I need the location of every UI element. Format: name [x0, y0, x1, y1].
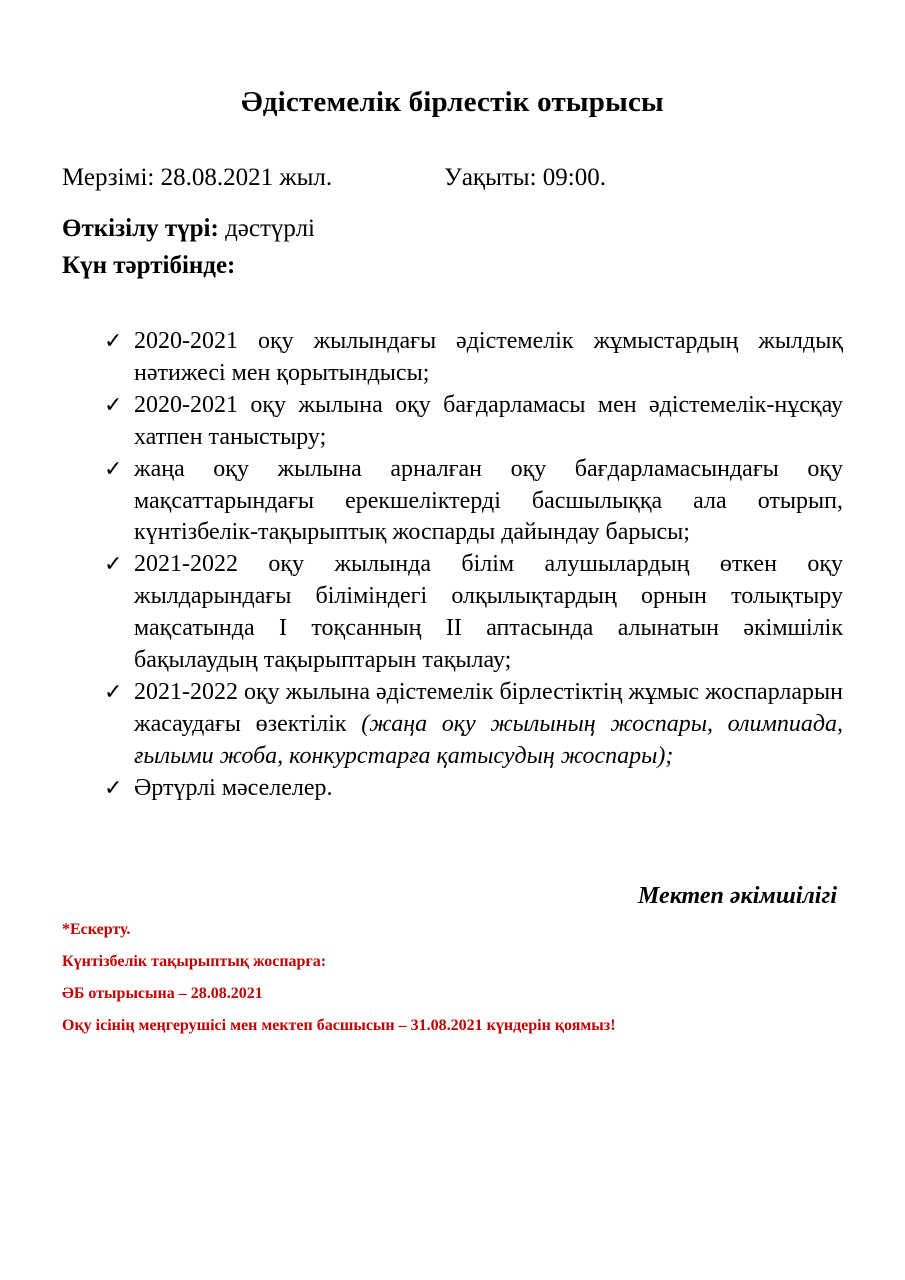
check-icon: ✓ — [104, 391, 123, 417]
agenda-item-text: 2021-2022 оқу жылына әдістемелік бірлестіктің жұмыс жоспарларын жасаудағы өзектілік (жаңа оқу жылының жоспары, олимпиада, ғылыми жоба, конкурстарға қатысудың жоспары); — [134, 679, 844, 769]
check-icon: ✓ — [104, 551, 123, 577]
agenda-item-text: жаңа оқу жылына арналған оқу бағдарламасындағы оқу мақсаттарындағы ерекшеліктерді басшылыққа ала отырып, күнтізбелік-тақырыптық жоспарды дайындау барысы; — [134, 455, 843, 546]
notes-block — [62, 910, 843, 1036]
agenda-heading: Күн тәртібінде: — [62, 251, 236, 279]
agenda-item — [86, 326, 843, 390]
note-line: Оқу ісінің меңгерушісі мен мектеп басшысын – 31.08.2021 күндерін қоямыз! — [62, 1016, 616, 1034]
agenda-list — [62, 282, 843, 805]
agenda-item-note: (жаңа оқу жылының жоспары, олимпиада, ғылыми жоба, конкурстарға қатысудың жоспары); — [134, 710, 844, 769]
meeting-time: Уақыты: 09:00. — [444, 163, 606, 191]
meeting-mode-value: дәстүрлі — [225, 215, 315, 243]
agenda-item-text: 2021-2022 оқу жылында білім алушылардың өткен оқу жылдарындағы біліміндегі олқылықтардың орнын толықтыру мақсатында І тоқсанның ІІ аптасында алынатын әкімшілік бақылаудың тақырыптарын тақылау; — [134, 551, 843, 674]
agenda-item — [86, 390, 843, 454]
agenda-item-text: 2020-2021 оқу жылындағы әдістемелік жұмыстардың жылдық нәтижесі мен қорытындысы; — [134, 328, 843, 386]
agenda-item — [86, 549, 843, 677]
agenda-item — [86, 773, 843, 805]
note-line: *Ескерту. — [62, 920, 131, 938]
agenda-item — [86, 454, 843, 550]
meeting-meta-row — [62, 120, 843, 193]
page-title: Әдістемелік бірлестік отырысы — [241, 86, 664, 118]
agenda-item — [86, 677, 843, 773]
meeting-mode-label: Өткізілу түрі: — [62, 215, 219, 243]
signature-line: Мектеп әкімшілігі — [638, 882, 837, 909]
meeting-date: Мерзімі: 28.08.2021 жыл. — [62, 163, 333, 191]
agenda-item-text: 2020-2021 оқу жылына оқу бағдарламасы мен әдістемелік-нұсқау хатпен таныстыру; — [134, 391, 843, 450]
meeting-mode-line — [62, 193, 843, 246]
check-icon: ✓ — [104, 679, 123, 705]
note-line: Күнтізбелік тақырыптық жоспарға: — [62, 952, 327, 970]
note-line: ӘБ отырысына – 28.08.2021 — [62, 984, 263, 1002]
check-icon: ✓ — [104, 455, 123, 481]
check-icon: ✓ — [104, 328, 123, 354]
agenda-item-text: Әртүрлі мәселелер. — [134, 774, 333, 801]
check-icon: ✓ — [104, 774, 123, 800]
